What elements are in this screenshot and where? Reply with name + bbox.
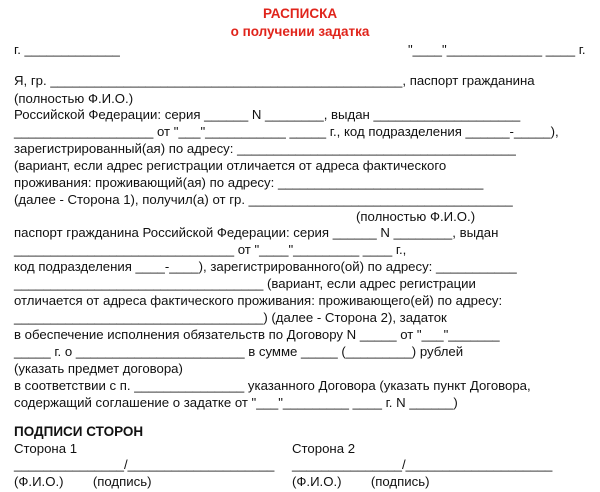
party-2-label: Сторона 2 [292,441,356,456]
text-line: код подразделения ____-____), зарегистрированного(ой) по адресу: ___________ [14,259,517,274]
signatures-heading: ПОДПИСИ СТОРОН [14,424,144,439]
text-line: содержащий соглашение о задатке от "___"_________ ____ г. N ______) [14,395,458,410]
party-1-signature-line: _______________/____________________ [14,457,275,472]
text-line: паспорт гражданина Российской Федерации: серия ______ N ________, выдан [14,225,499,240]
city-line: г. _____________ [14,42,120,57]
text-line: __________________________________) (далее - Сторона 2), задаток [14,310,447,325]
party-2-signature-line: _______________/____________________ [292,457,553,472]
text-line: (полностью Ф.И.О.) [14,91,134,106]
text-line: ______________________________ от "____"_________ ____ г., [14,242,407,257]
text-line: (вариант, если адрес регистрации отличается от адреса фактического [14,158,447,173]
party-2-caption: (Ф.И.О.) (подпись) [292,474,430,489]
text-line: проживания: проживающий(ая) по адресу: ____________________________ [14,175,484,190]
document-title: РАСПИСКА [262,6,338,21]
document-subtitle: о получении задатка [230,24,370,39]
text-line: в соответствии с п. _______________ указанного Договора (указать пункт Договора, [14,378,531,393]
text-line: зарегистрированный(ая) по адресу: ______________________________________ [14,141,516,156]
text-line: ___________________ от "___"___________ _____ г., код подразделения ______-_____), [14,124,559,139]
text-line: (указать предмет договора) [14,361,183,376]
text-line: Российской Федерации: серия ______ N ________, выдан ____________________ [14,107,521,122]
text-line: в обеспечение исполнения обязательств по Договору N _____ от "___"_______ [14,327,500,342]
text-line: __________________________________ (вариант, если адрес регистрации [14,276,476,291]
text-line: (полностью Ф.И.О.) [356,209,476,224]
text-line: Я, гр. ________________________________________________, паспорт гражданина [14,73,535,88]
text-line: (далее - Сторона 1), получил(а) от гр. ____________________________________ [14,192,513,207]
text-line: отличается от адреса фактического проживания: проживающего(ей) по адресу: [14,293,503,308]
date-line: "____"_____________ ____ г. [408,42,586,57]
party-1-label: Сторона 1 [14,441,78,456]
party-1-caption: (Ф.И.О.) (подпись) [14,474,152,489]
text-line: _____ г. о _______________________ в сумме _____ (_________) рублей [14,344,464,359]
